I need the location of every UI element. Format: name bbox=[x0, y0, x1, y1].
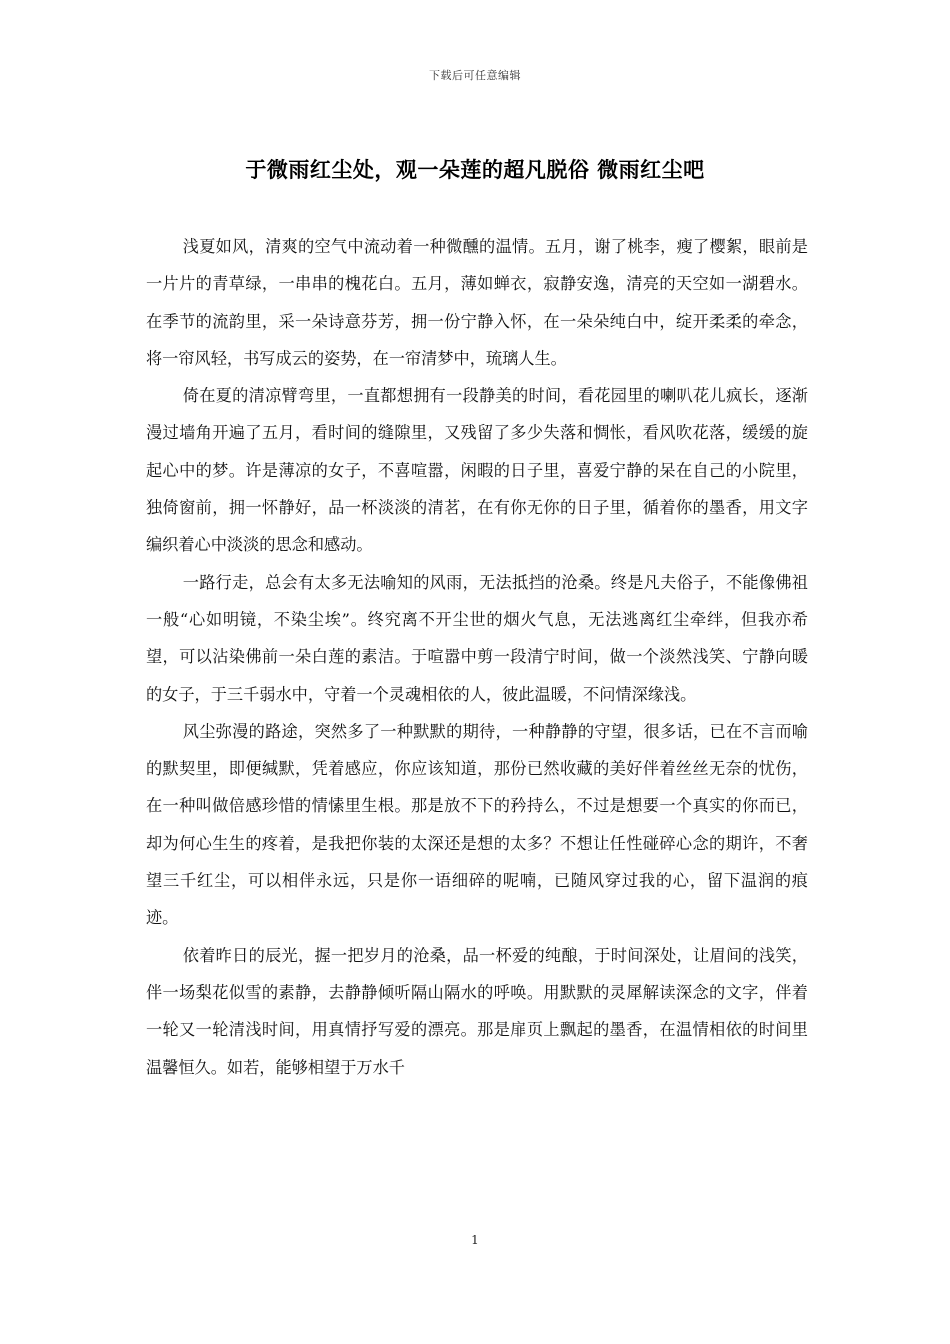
document-body bbox=[146, 228, 808, 1086]
document-title: 于微雨红尘处，观一朵莲的超凡脱俗 微雨红尘吧 bbox=[245, 157, 705, 182]
paragraph-1: 浅夏如风，清爽的空气中流动着一种微醺的温情。五月，谢了桃李，瘦了樱絮，眼前是一片片的青草绿，一串串的槐花白。五月，薄如蝉衣，寂静安逸，清亮的天空如一湖碧水。在季节的流韵里，采一朵诗意芬芳，拥一份宁静入怀，在一朵朵纯白中，绽开柔柔的牵念，将一帘风轻，书写成云的姿势，在一帘清梦中，琉璃人生。 bbox=[146, 237, 808, 368]
paragraph-5: 依着昨日的辰光，握一把岁月的沧桑，品一杯爱的纯酿，于时间深处，让眉间的浅笑，伴一场梨花似雪的素静，去静静倾听隔山隔水的呼唤。用默默的灵犀解读深念的文字，伴着一轮又一轮清浅时间，用真情抒写爱的漂亮。那是扉页上飘起的墨香，在温情相依的时间里温馨恒久。如若，能够相望于万水千 bbox=[146, 945, 808, 1077]
paragraph-4: 风尘弥漫的路途，突然多了一种默默的期待，一种静静的守望，很多话，已在不言而喻的默契里，即便缄默，凭着感应，你应该知道，那份已然收藏的美好伴着丝丝无奈的忧伤，在一种叫做倍感珍惜的情愫里生根。那是放不下的矜持么，不过是想要一个真实的你而已，却为何心生生的疼着，是我把你装的太深还是想的太多？不想让任性碰碎心念的期许，不奢望三千红尘，可以相伴永远，只是你一语细碎的呢喃，已随风穿过我的心，留下温润的痕迹。 bbox=[146, 721, 808, 928]
paragraph-3: 一路行走，总会有太多无法喻知的风雨，无法抵挡的沧桑。终是凡夫俗子，不能像佛祖一般“心如明镜，不染尘埃”。终究离不开尘世的烟火气息，无法逃离红尘牵绊，但我亦希望，可以沾染佛前一朵白莲的素洁。于喧嚣中剪一段清宁时间，做一个淡然浅笑、宁静向暖的女子，于三千弱水中，守着一个灵魂相依的人，彼此温暖，不问情深缘浅。 bbox=[146, 572, 808, 704]
header-note: 下载后可任意编辑 bbox=[429, 69, 521, 82]
paragraph-2: 倚在夏的清凉臂弯里，一直都想拥有一段静美的时间，看花园里的喇叭花儿疯长，逐渐漫过墙角开遍了五月，看时间的缝隙里，又残留了多少失落和惆怅，看风吹花落，缓缓的旋起心中的梦。许是薄凉的女子，不喜喧嚣，闲暇的日子里，喜爱宁静的呆在自己的小院里，独倚窗前，拥一怀静好，品一杯淡淡的清茗，在有你无你的日子里，循着你的墨香，用文字编织着心中淡淡的思念和感动。 bbox=[146, 386, 808, 555]
page-number: 1 bbox=[471, 1233, 479, 1247]
